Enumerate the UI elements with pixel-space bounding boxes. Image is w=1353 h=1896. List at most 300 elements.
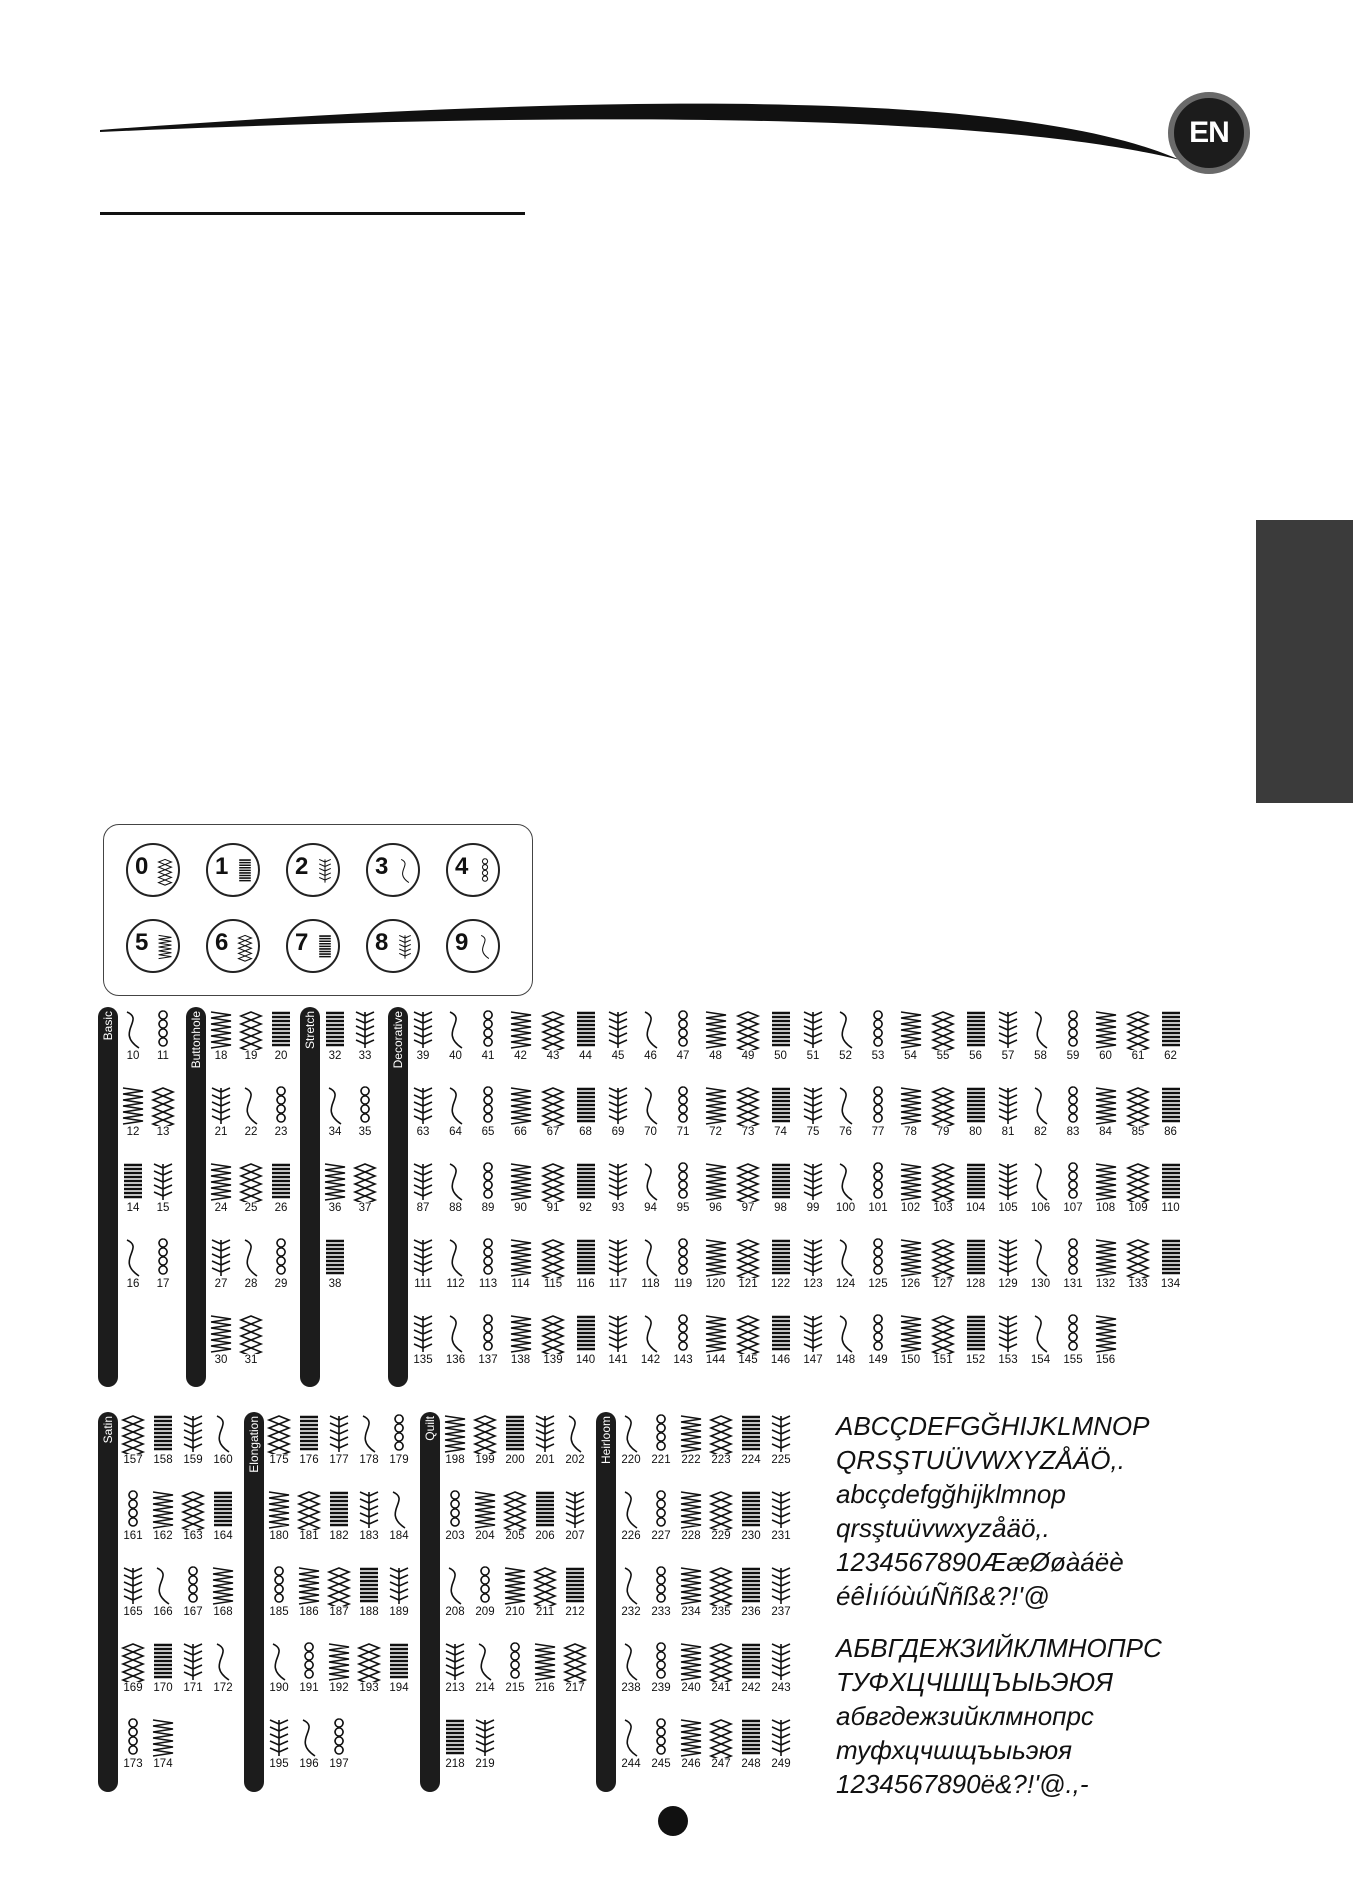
stitch-43[interactable]	[538, 1010, 568, 1066]
stitch-number: 99	[806, 1202, 820, 1214]
stitch-number: 230	[741, 1530, 761, 1542]
stitch-67[interactable]	[538, 1086, 568, 1142]
category-label: Quilt	[423, 1416, 437, 1441]
stitch-49[interactable]	[733, 1010, 763, 1066]
stitch-77[interactable]	[863, 1086, 893, 1142]
stitch-219[interactable]	[470, 1718, 500, 1774]
stitch-94[interactable]	[636, 1162, 666, 1218]
stitch-number: 94	[644, 1202, 657, 1214]
stitch-number: 147	[803, 1354, 823, 1366]
stitch-number: 191	[299, 1682, 319, 1694]
stitch-number: 176	[299, 1454, 319, 1466]
stitch-number: 220	[621, 1454, 641, 1466]
stitch-number: 179	[389, 1454, 409, 1466]
stitch-138[interactable]	[506, 1314, 536, 1370]
stitch-156[interactable]	[1091, 1314, 1121, 1370]
stitch-number: 59	[1066, 1050, 1080, 1062]
stitch-142[interactable]	[636, 1314, 666, 1370]
stitch-number: 231	[771, 1530, 791, 1542]
stitch-212[interactable]	[560, 1566, 590, 1622]
stitch-number: 242	[741, 1682, 761, 1694]
stitch-130[interactable]	[1026, 1238, 1056, 1294]
stitch-110[interactable]	[1156, 1162, 1186, 1218]
stitch-number: 218	[445, 1758, 465, 1770]
stitch-103[interactable]	[928, 1162, 958, 1218]
stitch-number: 238	[621, 1682, 641, 1694]
stitch-123[interactable]	[798, 1238, 828, 1294]
stitch-number: 37	[358, 1202, 372, 1214]
stitch-number: 107	[1063, 1202, 1083, 1214]
stitch-number: 114	[511, 1278, 530, 1290]
quick-select-button-7[interactable]	[286, 919, 340, 973]
category-label: Heirloom	[599, 1416, 613, 1465]
stitch-164[interactable]	[208, 1490, 238, 1546]
stitch-number: 247	[711, 1758, 731, 1770]
stitch-153[interactable]	[993, 1314, 1023, 1370]
stitch-90[interactable]	[506, 1162, 536, 1218]
stitch-42[interactable]	[506, 1010, 536, 1066]
stitch-number: 87	[416, 1202, 430, 1214]
stitch-number: 110	[1161, 1202, 1180, 1214]
quick-select-button-4[interactable]	[446, 843, 500, 897]
stitch-40[interactable]	[441, 1010, 471, 1066]
stitch-66[interactable]	[506, 1086, 536, 1142]
stitch-number: 102	[900, 1202, 921, 1214]
stitch-number: 124	[835, 1278, 856, 1290]
stitch-134[interactable]	[1156, 1238, 1186, 1294]
stitch-52[interactable]	[831, 1010, 861, 1066]
stitch-number: 221	[651, 1454, 671, 1466]
stitch-105[interactable]	[993, 1162, 1023, 1218]
stitch-184[interactable]	[384, 1490, 414, 1546]
stitch-number: 177	[329, 1454, 349, 1466]
stitch-47[interactable]	[668, 1010, 698, 1066]
stitch-87[interactable]	[408, 1162, 438, 1218]
stitch-number: 226	[621, 1530, 641, 1542]
stitch-189[interactable]	[384, 1566, 414, 1622]
quick-select-button-8[interactable]	[366, 919, 420, 973]
stitch-154[interactable]	[1026, 1314, 1056, 1370]
stitch-54[interactable]	[896, 1010, 926, 1066]
stitch-61[interactable]	[1123, 1010, 1153, 1066]
stitch-number: 16	[126, 1278, 140, 1290]
section-rule	[100, 212, 525, 215]
stitch-129[interactable]	[993, 1238, 1023, 1294]
stitch-number: 111	[414, 1278, 432, 1290]
stitch-111[interactable]	[408, 1238, 438, 1294]
stitch-number: 45	[611, 1050, 625, 1062]
stitch-69[interactable]	[603, 1086, 633, 1142]
category-label: Basic	[101, 1011, 115, 1041]
stitch-86[interactable]	[1156, 1086, 1186, 1142]
stitch-145[interactable]	[733, 1314, 763, 1370]
stitch-88[interactable]	[441, 1162, 471, 1218]
stitch-108[interactable]	[1091, 1162, 1121, 1218]
stitch-80[interactable]	[961, 1086, 991, 1142]
stitch-number: 202	[565, 1454, 585, 1466]
stitch-number: 236	[741, 1606, 761, 1618]
stitch-number: 155	[1063, 1354, 1083, 1366]
stitch-45[interactable]	[603, 1010, 633, 1066]
stitch-131[interactable]	[1058, 1238, 1088, 1294]
stitch-149[interactable]	[863, 1314, 893, 1370]
stitch-133[interactable]	[1123, 1238, 1153, 1294]
stitch-number: 149	[868, 1354, 888, 1366]
stitch-number: 209	[475, 1606, 495, 1618]
stitch-98[interactable]	[766, 1162, 796, 1218]
stitch-29[interactable]	[266, 1238, 296, 1294]
stitch-number: 126	[900, 1278, 921, 1290]
stitch-38[interactable]	[320, 1238, 350, 1294]
stitch-243[interactable]	[766, 1642, 796, 1698]
stitch-92[interactable]	[571, 1162, 601, 1218]
stitch-number: 106	[1030, 1202, 1051, 1214]
stitch-number: 244	[621, 1758, 641, 1770]
stitch-83[interactable]	[1058, 1086, 1088, 1142]
stitch-number: 18	[214, 1050, 228, 1062]
stitch-number: 207	[565, 1530, 585, 1542]
stitch-number: 167	[183, 1606, 203, 1618]
category-label: Buttonhole	[189, 1011, 203, 1069]
stitch-62[interactable]	[1156, 1010, 1186, 1066]
stitch-85[interactable]	[1123, 1086, 1153, 1142]
stitch-number: 159	[183, 1454, 203, 1466]
stitch-number: 97	[741, 1202, 755, 1214]
stitch-91[interactable]	[538, 1162, 568, 1218]
quick-select-number: 1	[215, 853, 229, 880]
stitch-number: 240	[681, 1682, 701, 1694]
stitch-number: 53	[871, 1050, 885, 1062]
stitch-number: 95	[676, 1202, 690, 1214]
stitch-number: 228	[681, 1530, 701, 1542]
stitch-number: 142	[640, 1354, 661, 1366]
stitch-155[interactable]	[1058, 1314, 1088, 1370]
stitch-number: 161	[123, 1530, 143, 1542]
stitch-number: 36	[328, 1202, 342, 1214]
stitch-168[interactable]	[208, 1566, 238, 1622]
stitch-57[interactable]	[993, 1010, 1023, 1066]
stitch-95[interactable]	[668, 1162, 698, 1218]
stitch-number: 208	[445, 1606, 465, 1618]
stitch-115[interactable]	[538, 1238, 568, 1294]
category-bar-quilt	[420, 1412, 440, 1792]
quick-select-number: 0	[135, 853, 149, 880]
quick-select-number: 7	[295, 929, 309, 956]
stitch-231[interactable]	[766, 1490, 796, 1546]
stitch-60[interactable]	[1091, 1010, 1121, 1066]
stitch-number: 168	[213, 1606, 233, 1618]
stitch-number: 62	[1164, 1050, 1177, 1062]
stitch-151[interactable]	[928, 1314, 958, 1370]
stitch-197[interactable]	[324, 1718, 354, 1774]
stitch-148[interactable]	[831, 1314, 861, 1370]
quick-select-button-2[interactable]	[286, 843, 340, 897]
stitch-15[interactable]	[148, 1162, 178, 1218]
stitch-number: 178	[359, 1454, 379, 1466]
stitch-number: 105	[998, 1202, 1018, 1214]
stitch-number: 166	[153, 1606, 173, 1618]
stitch-119[interactable]	[668, 1238, 698, 1294]
stitch-number: 47	[676, 1050, 690, 1062]
alphabet-line: abcçdefgğhijklmnop	[836, 1479, 1066, 1509]
stitch-89[interactable]	[473, 1162, 503, 1218]
stitch-152[interactable]	[961, 1314, 991, 1370]
stitch-number: 11	[157, 1050, 169, 1062]
stitch-number: 125	[868, 1278, 888, 1290]
stitch-number: 58	[1034, 1050, 1047, 1062]
stitch-26[interactable]	[266, 1162, 296, 1218]
stitch-97[interactable]	[733, 1162, 763, 1218]
stitch-51[interactable]	[798, 1010, 828, 1066]
stitch-11[interactable]	[148, 1010, 178, 1066]
stitch-217[interactable]	[560, 1642, 590, 1698]
stitch-141[interactable]	[603, 1314, 633, 1370]
stitch-number: 141	[608, 1354, 628, 1366]
stitch-135[interactable]	[408, 1314, 438, 1370]
stitch-117[interactable]	[603, 1238, 633, 1294]
alphabet-line: 1234567890ё&?!'@.,-	[836, 1769, 1089, 1799]
stitch-128[interactable]	[961, 1238, 991, 1294]
stitch-13[interactable]	[148, 1086, 178, 1142]
alphabet-line: абвгдежзийклмнопрс	[836, 1701, 1094, 1731]
stitch-114[interactable]	[506, 1238, 536, 1294]
stitch-121[interactable]	[733, 1238, 763, 1294]
stitch-102[interactable]	[896, 1162, 926, 1218]
stitch-number: 46	[644, 1050, 657, 1062]
stitch-number: 116	[576, 1278, 595, 1290]
stitch-82[interactable]	[1026, 1086, 1056, 1142]
quick-select-button-5[interactable]	[126, 919, 180, 973]
quick-select-button-6[interactable]	[206, 919, 260, 973]
stitch-122[interactable]	[766, 1238, 796, 1294]
stitch-number: 135	[413, 1354, 433, 1366]
stitch-96[interactable]	[701, 1162, 731, 1218]
stitch-number: 81	[1001, 1126, 1015, 1138]
stitch-146[interactable]	[766, 1314, 796, 1370]
stitch-48[interactable]	[701, 1010, 731, 1066]
stitch-number: 229	[711, 1530, 731, 1542]
stitch-number: 197	[329, 1758, 349, 1770]
stitch-112[interactable]	[441, 1238, 471, 1294]
stitch-number: 23	[274, 1126, 288, 1138]
stitch-179[interactable]	[384, 1414, 414, 1470]
stitch-113[interactable]	[473, 1238, 503, 1294]
stitch-number: 64	[449, 1126, 462, 1138]
category-label: Satin	[101, 1416, 115, 1444]
stitch-number: 48	[709, 1050, 722, 1062]
stitch-76[interactable]	[831, 1086, 861, 1142]
quick-select-button-9[interactable]	[446, 919, 500, 973]
stitch-number: 24	[214, 1202, 228, 1214]
stitch-75[interactable]	[798, 1086, 828, 1142]
stitch-35[interactable]	[350, 1086, 380, 1142]
stitch-number: 20	[274, 1050, 288, 1062]
stitch-20[interactable]	[266, 1010, 296, 1066]
stitch-number: 12	[126, 1126, 140, 1138]
stitch-106[interactable]	[1026, 1162, 1056, 1218]
quick-select-button-0[interactable]	[126, 843, 180, 897]
stitch-number: 121	[738, 1278, 758, 1290]
quick-select-button-3[interactable]	[366, 843, 420, 897]
stitch-number: 214	[475, 1682, 495, 1694]
stitch-number: 83	[1066, 1126, 1080, 1138]
stitch-number: 60	[1099, 1050, 1112, 1062]
stitch-100[interactable]	[831, 1162, 861, 1218]
stitch-23[interactable]	[266, 1086, 296, 1142]
stitch-number: 144	[705, 1354, 726, 1366]
stitch-number: 186	[299, 1606, 319, 1618]
stitch-number: 118	[641, 1278, 660, 1290]
stitch-number: 38	[328, 1278, 342, 1290]
stitch-33[interactable]	[350, 1010, 380, 1066]
stitch-144[interactable]	[701, 1314, 731, 1370]
stitch-93[interactable]	[603, 1162, 633, 1218]
category-bar-stretch	[300, 1007, 320, 1387]
stitch-number: 49	[741, 1050, 755, 1062]
stitch-78[interactable]	[896, 1086, 926, 1142]
stitch-56[interactable]	[961, 1010, 991, 1066]
stitch-number: 136	[445, 1354, 466, 1366]
stitch-160[interactable]	[208, 1414, 238, 1470]
stitch-126[interactable]	[896, 1238, 926, 1294]
stitch-147[interactable]	[798, 1314, 828, 1370]
category-label: Stretch	[303, 1011, 317, 1050]
stitch-81[interactable]	[993, 1086, 1023, 1142]
stitch-number: 65	[481, 1126, 495, 1138]
stitch-150[interactable]	[896, 1314, 926, 1370]
stitch-127[interactable]	[928, 1238, 958, 1294]
stitch-41[interactable]	[473, 1010, 503, 1066]
stitch-number: 89	[481, 1202, 495, 1214]
stitch-number: 206	[535, 1530, 555, 1542]
page-marker	[658, 1806, 688, 1836]
stitch-number: 195	[269, 1758, 289, 1770]
stitch-65[interactable]	[473, 1086, 503, 1142]
stitch-174[interactable]	[148, 1718, 178, 1774]
stitch-number: 108	[1095, 1202, 1116, 1214]
stitch-79[interactable]	[928, 1086, 958, 1142]
stitch-number: 52	[839, 1050, 852, 1062]
stitch-237[interactable]	[766, 1566, 796, 1622]
stitch-number: 237	[771, 1606, 791, 1618]
stitch-number: 248	[741, 1758, 761, 1770]
stitch-number: 131	[1063, 1278, 1083, 1290]
stitch-137[interactable]	[473, 1314, 503, 1370]
stitch-64[interactable]	[441, 1086, 471, 1142]
stitch-number: 200	[505, 1454, 525, 1466]
stitch-99[interactable]	[798, 1162, 828, 1218]
stitch-44[interactable]	[571, 1010, 601, 1066]
stitch-number: 187	[329, 1606, 349, 1618]
stitch-59[interactable]	[1058, 1010, 1088, 1066]
stitch-number: 160	[213, 1454, 233, 1466]
stitch-number: 22	[244, 1126, 258, 1138]
stitch-53[interactable]	[863, 1010, 893, 1066]
stitch-number: 113	[478, 1278, 498, 1290]
stitch-118[interactable]	[636, 1238, 666, 1294]
stitch-68[interactable]	[571, 1086, 601, 1142]
stitch-73[interactable]	[733, 1086, 763, 1142]
stitch-50[interactable]	[766, 1010, 796, 1066]
stitch-124[interactable]	[831, 1238, 861, 1294]
stitch-number: 185	[269, 1606, 289, 1618]
stitch-202[interactable]	[560, 1414, 590, 1470]
stitch-number: 73	[741, 1126, 755, 1138]
stitch-number: 192	[329, 1682, 349, 1694]
stitch-number: 42	[514, 1050, 527, 1062]
stitch-number: 34	[328, 1126, 342, 1138]
category-bar-heirloom	[596, 1412, 616, 1792]
alphabet-line: ТУФХЦЧШЩЪЫЬЭЮЯ	[836, 1667, 1113, 1697]
stitch-207[interactable]	[560, 1490, 590, 1546]
quick-select-button-1[interactable]	[206, 843, 260, 897]
stitch-number: 246	[681, 1758, 701, 1770]
stitch-number: 74	[774, 1126, 787, 1138]
stitch-39[interactable]	[408, 1010, 438, 1066]
stitch-143[interactable]	[668, 1314, 698, 1370]
stitch-63[interactable]	[408, 1086, 438, 1142]
stitch-number: 152	[965, 1354, 986, 1366]
stitch-225[interactable]	[766, 1414, 796, 1470]
stitch-107[interactable]	[1058, 1162, 1088, 1218]
stitch-number: 85	[1131, 1126, 1145, 1138]
stitch-70[interactable]	[636, 1086, 666, 1142]
stitch-194[interactable]	[384, 1642, 414, 1698]
stitch-116[interactable]	[571, 1238, 601, 1294]
stitch-136[interactable]	[441, 1314, 471, 1370]
stitch-number: 134	[1160, 1278, 1181, 1290]
stitch-101[interactable]	[863, 1162, 893, 1218]
stitch-132[interactable]	[1091, 1238, 1121, 1294]
stitch-17[interactable]	[148, 1238, 178, 1294]
stitch-number: 156	[1095, 1354, 1116, 1366]
stitch-number: 29	[274, 1278, 288, 1290]
stitch-37[interactable]	[350, 1162, 380, 1218]
stitch-125[interactable]	[863, 1238, 893, 1294]
stitch-71[interactable]	[668, 1086, 698, 1142]
stitch-58[interactable]	[1026, 1010, 1056, 1066]
stitch-84[interactable]	[1091, 1086, 1121, 1142]
stitch-249[interactable]	[766, 1718, 796, 1774]
stitch-number: 201	[535, 1454, 555, 1466]
stitch-172[interactable]	[208, 1642, 238, 1698]
stitch-109[interactable]	[1123, 1162, 1153, 1218]
stitch-number: 78	[904, 1126, 917, 1138]
stitch-number: 212	[565, 1606, 585, 1618]
stitch-number: 41	[481, 1050, 495, 1062]
stitch-number: 88	[449, 1202, 462, 1214]
alphabet-line: éêİıíóùúÑñß&?!'@	[836, 1581, 1050, 1611]
stitch-number: 225	[771, 1454, 791, 1466]
stitch-72[interactable]	[701, 1086, 731, 1142]
stitch-74[interactable]	[766, 1086, 796, 1142]
stitch-140[interactable]	[571, 1314, 601, 1370]
stitch-number: 117	[608, 1278, 628, 1290]
stitch-number: 148	[835, 1354, 856, 1366]
quick-select-number: 2	[295, 853, 309, 880]
stitch-104[interactable]	[961, 1162, 991, 1218]
stitch-46[interactable]	[636, 1010, 666, 1066]
stitch-55[interactable]	[928, 1010, 958, 1066]
stitch-number: 196	[299, 1758, 319, 1770]
stitch-number: 127	[933, 1278, 953, 1290]
stitch-139[interactable]	[538, 1314, 568, 1370]
stitch-120[interactable]	[701, 1238, 731, 1294]
stitch-number: 25	[244, 1202, 258, 1214]
stitch-31[interactable]	[236, 1314, 266, 1370]
stitch-number: 175	[269, 1454, 289, 1466]
stitch-number: 90	[514, 1202, 527, 1214]
